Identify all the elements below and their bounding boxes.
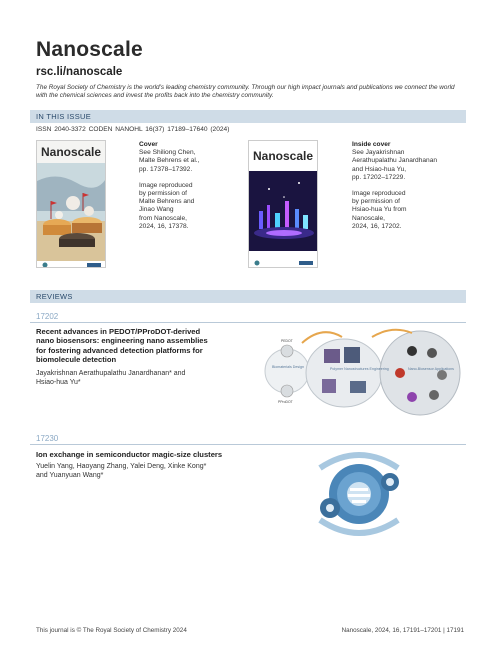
rsc-blurb: The Royal Society of Chemistry is the world’s leading chemistry community. Through our high impact journals and publications we connect the world with the chemical sciences and invest the profits back into the chemistry community.: [36, 84, 455, 100]
review-authors: [36, 463, 266, 481]
title-line: Ion exchange in semiconductor magic-size clusters: [36, 450, 223, 459]
cover-credit: Hsiao-hua Yu from: [352, 206, 407, 214]
inside-cover-thumbnail[interactable]: [248, 140, 318, 268]
cover-credit: 2024, 16, 17202.: [352, 222, 402, 230]
cover-line: pp. 17378–17392.: [139, 165, 193, 173]
review-page-number: 17230: [36, 434, 59, 443]
journal-url[interactable]: rsc.li/nanoscale: [36, 66, 123, 78]
reviews-bar: REVIEWS: [30, 290, 466, 303]
cover-credit: by permission of: [139, 190, 188, 198]
in-this-issue-bar: IN THIS ISSUE: [30, 110, 466, 123]
review-page-number: 17202: [36, 312, 59, 321]
divider: [30, 444, 466, 445]
cover-line: pp. 17202–17229.: [352, 173, 406, 181]
author-line: and Yuanyuan Wang*: [36, 471, 104, 479]
footer-citation: Nanoscale, 2024, 16, 17191–17201 | 17191: [341, 627, 464, 634]
cover-description: [139, 141, 224, 231]
author-line: Yuelin Yang, Haoyang Zhang, Yalei Deng, Xinke Kong*: [36, 463, 207, 470]
inside-cover-thumb-title: Nanoscale: [253, 149, 314, 163]
cover-credit: Image reproduced: [352, 190, 406, 198]
title-line: Recent advances in PEDOT/PProDOT-derived: [36, 327, 201, 336]
ga-label-pedot: PEDOT: [281, 339, 293, 343]
review-title[interactable]: [36, 327, 236, 365]
cover-credit: from Nanoscale,: [139, 214, 188, 222]
ga-label-pprodot: PProDOT: [278, 400, 293, 404]
cover-credit: 2024, 16, 17378.: [139, 222, 189, 230]
cover-line: and Hsiao-hua Yu,: [352, 165, 407, 173]
inside-cover-heading: Inside cover: [352, 141, 391, 148]
inside-cover-description: [352, 141, 462, 231]
graphical-abstract-diagram: [300, 448, 418, 540]
review-graphical-abstract[interactable]: [300, 448, 418, 540]
ga-label-engineering: Polymer Nanostructures Engineering: [330, 367, 389, 371]
cover-thumbnail[interactable]: [36, 140, 106, 268]
ga-label-applications: Nano-Biosensor Applications: [408, 367, 454, 371]
cover-credit: by permission of: [352, 198, 401, 206]
journal-title: Nanoscale: [36, 38, 143, 61]
author-line: Jayakrishnan Aerathupalathu Janardhanan* and: [36, 370, 186, 377]
cover-line: Aerathupalathu Janardhanan: [352, 157, 438, 165]
title-line: nano biosensors: engineering nano assemblies: [36, 336, 208, 346]
cover-line: Malte Behrens et al.,: [139, 157, 200, 165]
review-title[interactable]: [36, 450, 276, 459]
cover-illustration: [37, 141, 106, 268]
graphical-abstract-diagram: [262, 323, 462, 421]
cover-line: See Jayakrishnan: [352, 149, 405, 157]
footer-copyright: This journal is © The Royal Society of Chemistry 2024: [36, 627, 187, 634]
issn-line: ISSN 2040-3372 CODEN NANOHL 16(37) 17189–17640 (2024): [36, 126, 230, 133]
cover-heading: Cover: [139, 141, 158, 148]
title-line: for fostering advanced detection platforms for: [36, 345, 203, 355]
author-line: Hsiao-hua Yu*: [36, 378, 81, 386]
cover-credit: Jinao Wang: [139, 206, 174, 214]
cover-thumb-title: Nanoscale: [41, 145, 102, 159]
cover-line: See Shiliong Chen,: [139, 149, 196, 157]
ga-label-design: Biomaterials Design: [272, 365, 304, 369]
title-line: biomolecule detection: [36, 355, 117, 365]
review-authors: [36, 370, 236, 388]
cover-credit: Image reproduced: [139, 181, 193, 189]
review-graphical-abstract[interactable]: [262, 323, 462, 421]
cover-credit: Nanoscale,: [352, 214, 385, 222]
cover-credit: Malte Behrens and: [139, 198, 195, 206]
